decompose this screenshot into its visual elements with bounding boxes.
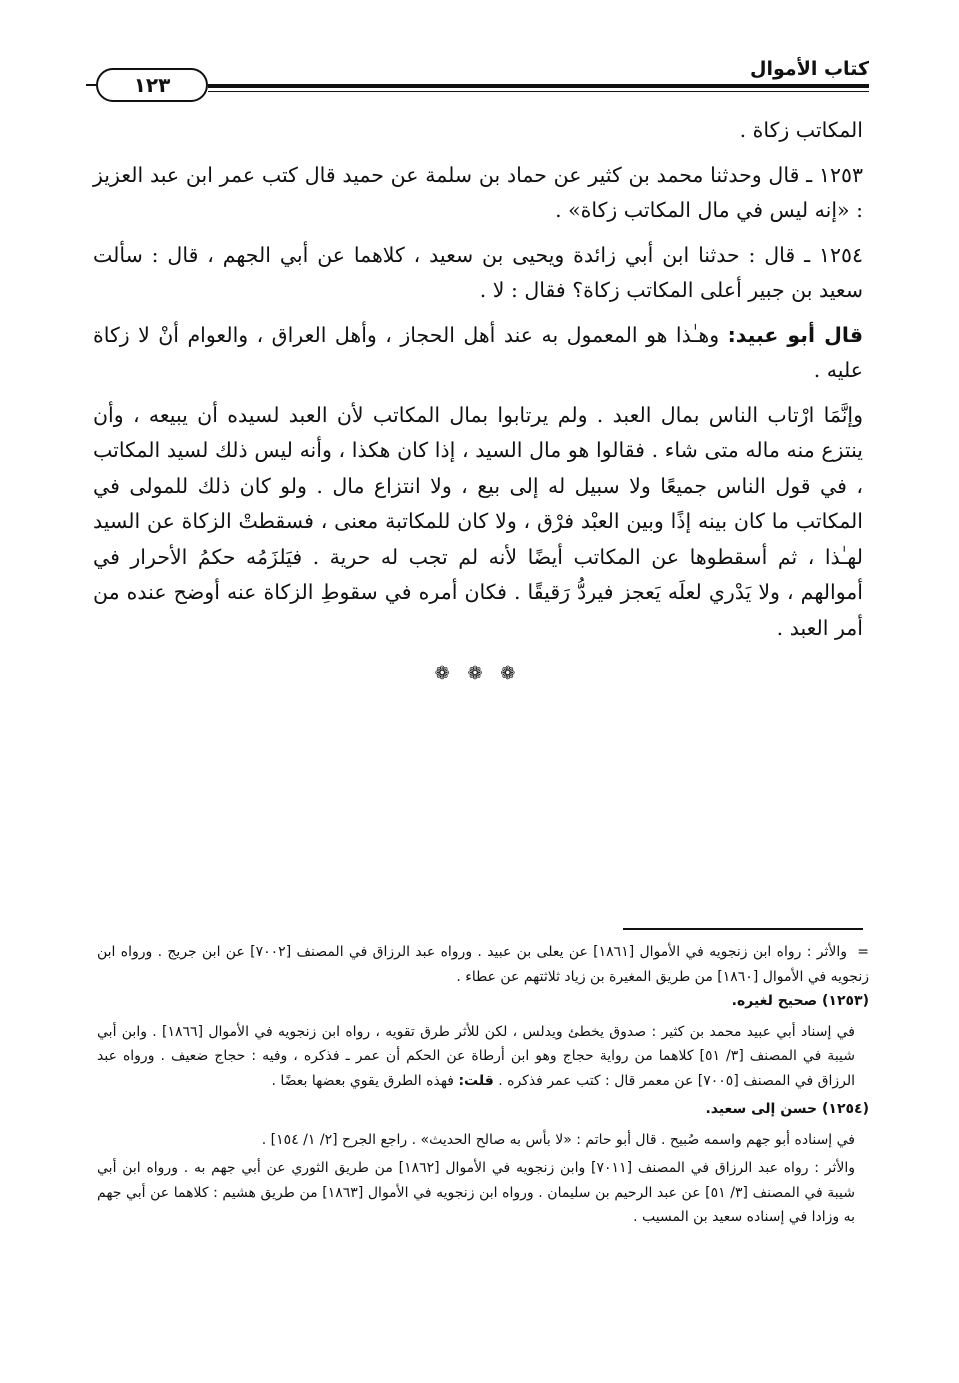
footnote-1253-tail: فهذه الطرق يقوي بعضها بعضًا . bbox=[271, 1072, 459, 1089]
paragraph-abu-ubayd bbox=[93, 318, 863, 389]
paragraph-abu-ubayd-text: وهـٰذا هو المعمول به عند أهل الحجاز ، وأهل العراق ، والعوام أنْ لا زكاة عليه . bbox=[93, 322, 863, 382]
paragraph-1254: ١٢٥٤ ـ قال : حدثنا ابن أبي زائدة ويحيى بن سعيد ، كلاهما عن أبي الجهم ، قال : سألت سعيد بن جبير أعلى المكاتب زكاة؟ فقال : لا . bbox=[93, 242, 863, 302]
footnote-1253-text: في إسناد أبي عبيد محمد بن كثير : صدوق يخطئ ويدلس ، لكن للأثر طرق تقويه ، رواه ابن زنجويه في الأموال [١٨٦٦] . وابن أبي شيبة في المصنف [٣/ ٥١] كلاهما من رواية حجاج وهو ابن أرطاة عن الحكم أن عمر ـ فذكره ، وفيه : حجاج ضعيف . ورواه عبد الرزاق في المصنف [٧٠٠٥] عن معمر قال : كتب عمر فذكره . bbox=[97, 1023, 855, 1089]
grade-1254: (١٢٥٤) حسن إلى سعيد. bbox=[705, 1101, 869, 1117]
page-number: ١٢٣ bbox=[96, 68, 208, 102]
header-rule bbox=[208, 84, 869, 88]
footnote-continuation-text: والأثر : رواه ابن زنجويه في الأموال [١٨٦١] عن يعلى بن عبيد . ورواه عبد الرزاق في المصنف [٧٠٠٢] عن ابن جريج . ورواه ابن زنجويه في الأموال [١٨٦٠] من طريق المغيرة بن زياد ثلاثتهم عن عطاء . bbox=[97, 944, 869, 985]
footnote-1254-b: والأثر : رواه عبد الرزاق في المصنف [٧٠١١] وابن زنجويه في الأموال [١٨٦٢] من طريق الثوري عن أبي جهم به . ورواه ابن أبي شيبة في المصنف [٣/ ٥١] عن عبد الرحيم بن سليمان . ورواه ابن زنجويه في الأموال [١٨٦٣] من طريق هشيم : كلاهما عن أبي جهم به وزادا في إسناده سعيد بن المسيب . bbox=[97, 1160, 855, 1225]
section-divider: ❁ ❁ ❁ bbox=[434, 663, 522, 684]
book-title: كتاب الأموال bbox=[750, 58, 869, 80]
footnote-continuation bbox=[97, 940, 869, 989]
paragraph-0: المكاتب زكاة . bbox=[739, 118, 863, 142]
paragraph-1253: ١٢٥٣ ـ قال وحدثنا محمد بن كثير عن حماد بن سلمة عن حميد قال كتب عمر ابن عبد العزيز : «إنه ليس في مال المكاتب زكاة» . bbox=[93, 162, 863, 222]
grade-1253: (١٢٥٣) صحيح لغيره. bbox=[731, 993, 869, 1009]
footnotes bbox=[97, 940, 869, 1234]
footnote-1254-a: في إسناده أبو جهم واسمه صُبيح . قال أبو حاتم : «لا بأس به صالح الحديث» . راجع الجرح [٢/ ١/ ١٥٤] . bbox=[261, 1131, 855, 1148]
badge-tail-left bbox=[86, 84, 96, 86]
note-label: قلت: bbox=[458, 1072, 494, 1089]
page-header bbox=[96, 54, 869, 104]
paragraph-commentary: وإنَّمَا ارْتاب الناس بمال العبد . ولم يرتابوا بمال المكاتب لأن العبد لسيده أن يبيعه ، وأن ينتزع منه ماله متى شاء . فقالوا هو مال السيد ، إذا كان هكذا ، وأنه ليس ذلك لسيد المكاتب ، في قول الناس جميعًا ولا سبيل له إلى بيع ، ولا انتزاع مال . ولو كان ذلك للمولى في المكاتب ما كان بينه إذًا وبين العبْد فرْق ، ولا كان للمكاتبة معنى ، فسقطتْ الزكاة عن السيد لهـٰذا ، ثم أسقطوها عن المكاتب أيضًا لأنه لم تجب له حرية . فيَلزَمُه حكمُ الأحرار في أموالهم ، ولا يَدْري لعلَه يَعجز فيردُّ رَقيقًا . فكان أمره في سقوطِ الزكاة عنه أوضح عنده من أمر العبد . bbox=[93, 402, 863, 640]
footnote-rule bbox=[623, 928, 863, 930]
main-text bbox=[93, 113, 863, 692]
continuation-marker: = bbox=[857, 944, 869, 960]
speaker-label: قال أبو عبيد: bbox=[727, 322, 863, 347]
footnote-1253 bbox=[97, 1020, 869, 1094]
header-rule-thin bbox=[208, 91, 869, 92]
